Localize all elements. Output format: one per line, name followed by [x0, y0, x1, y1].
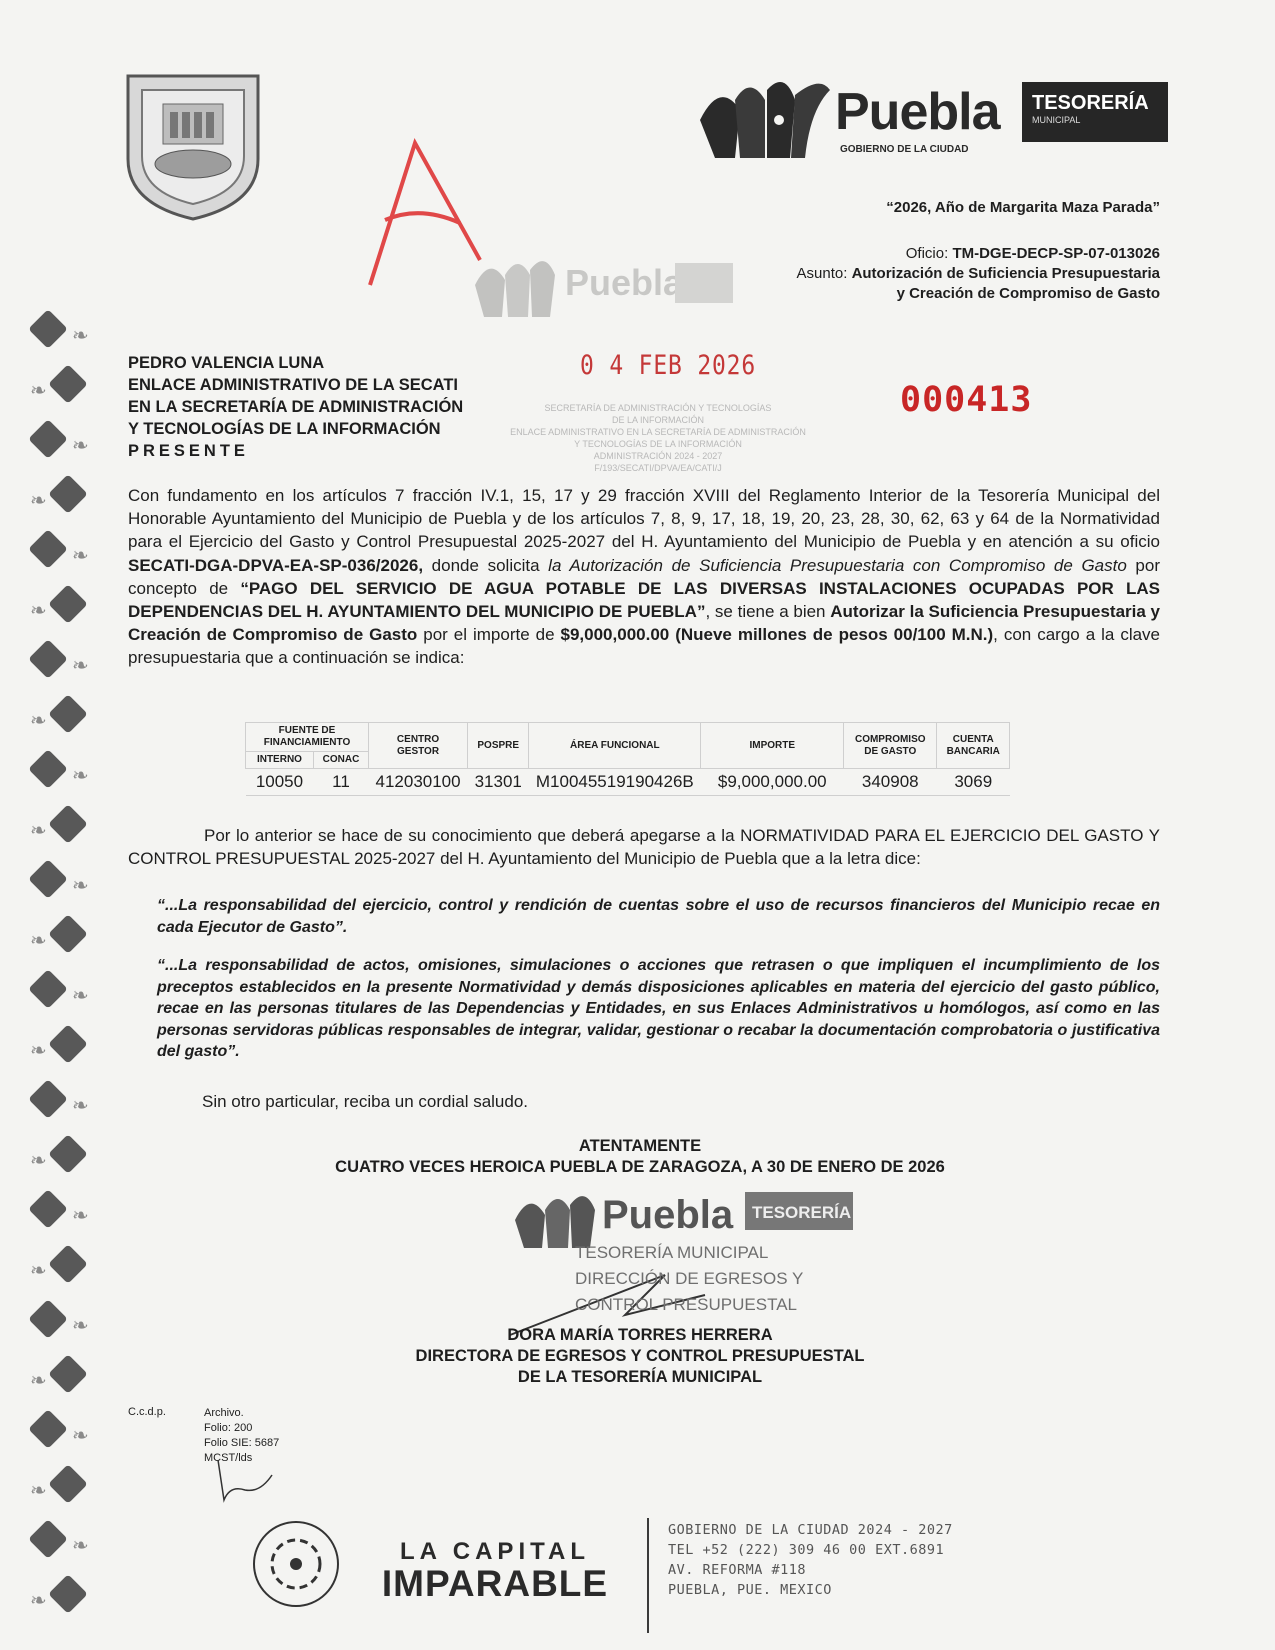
border-leaf-icon: ❧: [30, 1370, 47, 1392]
logo-dept-sub: MUNICIPAL: [1032, 115, 1081, 125]
paragraph-text: donde solicita: [423, 555, 549, 575]
table-row: [246, 769, 1010, 796]
paragraph-concept: “PAGO DEL SERVICIO DE AGUA POTABLE DE LAS DIVERSAS INSTALACIONES OCUPADAS POR LAS DEPENDENCIAS DEL H. AYUNTAMIENTO DEL MUNICIPIO DE PUEBLA”: [128, 578, 1160, 622]
border-leaf-icon: ❧: [72, 1095, 89, 1117]
paragraph-italic: la Autorización de Suficiencia Presupuestaria con Compromiso de Gasto: [548, 555, 1127, 575]
border-diamond: [28, 1409, 68, 1449]
ccdp-label: C.c.d.p.: [128, 1406, 166, 1418]
reception-stamp-line: DE LA INFORMACIÓN: [611, 415, 704, 425]
border-diamond: [28, 969, 68, 1009]
atentamente: ATENTAMENTE: [578, 1137, 702, 1155]
paragraph-text: por concepto de: [128, 555, 1161, 598]
footer-addr1: GOBIERNO DE LA CIUDAD 2024 - 2027: [668, 1522, 953, 1538]
signature-header: [260, 1136, 1020, 1178]
ccdp-item: Archivo.: [204, 1407, 244, 1419]
border-diamond: [28, 859, 68, 899]
header-centro-gestor: CENTRO GESTOR: [369, 723, 468, 769]
svg-text:Puebla: Puebla: [602, 1193, 734, 1237]
signer-name: DORA MARÍA TORRES HERRERA: [507, 1326, 773, 1344]
addressee-name: PEDRO VALENCIA LUNA: [128, 354, 325, 372]
paragraph-text: por el importe de: [417, 625, 561, 645]
seal-line3: CONTROL PRESUPUESTAL: [575, 1295, 797, 1314]
place-date: CUATRO VECES HEROICA PUEBLA DE ZARAGOZA, A 30 DE ENERO DE 2026: [335, 1158, 945, 1176]
asunto-line1: Autorización de Suficiencia Presupuestaria: [851, 265, 1160, 282]
border-leaf-icon: ❧: [72, 985, 89, 1007]
border-leaf-icon: ❧: [30, 600, 47, 622]
ccdp-item: Folio SIE: 5687: [204, 1437, 280, 1449]
addressee-line1: ENLACE ADMINISTRATIVO DE LA SECATI: [128, 376, 458, 394]
border-diamond: [48, 1134, 88, 1174]
border-diamond: [28, 1079, 68, 1119]
footer-addr2: TEL +52 (222) 309 46 00 EXT.6891: [668, 1542, 945, 1558]
paragraph-amount: $9,000,000.00 (Nueve millones de pesos 00/100 M.N.): [560, 625, 994, 645]
seal-line1: TESORERÍA MUNICIPAL: [575, 1243, 769, 1262]
border-leaf-icon: ❧: [72, 1315, 89, 1337]
folio-number-stamp: 000413: [900, 380, 1033, 420]
reception-stamp-line: Y TECNOLOGÍAS DE LA INFORMACIÓN: [574, 439, 742, 449]
border-diamond: [48, 1464, 88, 1504]
border-leaf-icon: ❧: [30, 1480, 47, 1502]
header-conac: CONAC: [313, 752, 368, 769]
paragraph-text: , con cargo a la clave presupuestaria que a continuación se indica:: [128, 625, 1161, 668]
border-diamond: [48, 694, 88, 734]
border-diamond: [28, 1189, 68, 1229]
reception-stamp-line: SECRETARÍA DE ADMINISTRACIÓN Y TECNOLOGÍAS: [544, 403, 772, 413]
cell-compromiso: 340908: [844, 769, 937, 796]
border-diamond: [48, 364, 88, 404]
border-leaf-icon: ❧: [72, 545, 89, 567]
seal-line2: DIRECCIÓN DE EGRESOS Y: [575, 1269, 804, 1288]
border-leaf-icon: ❧: [72, 1425, 89, 1447]
ornamental-border: [26, 315, 96, 1635]
footer-addr4: PUEBLA, PUE. MEXICO: [668, 1582, 832, 1598]
initials-scribble: [210, 1455, 280, 1510]
asunto-line2: y Creación de Compromiso de Gasto: [896, 285, 1160, 302]
closing-greeting: Sin otro particular, reciba un cordial saludo.: [202, 1092, 529, 1111]
border-diamond: [48, 1354, 88, 1394]
border-diamond: [28, 1299, 68, 1339]
logo-city: Puebla: [835, 83, 1000, 141]
border-diamond: [48, 1574, 88, 1614]
border-leaf-icon: ❧: [30, 930, 47, 952]
ccdp-item: MCST/lds: [204, 1452, 253, 1464]
main-paragraph: [128, 484, 1160, 670]
border-diamond: [48, 1244, 88, 1284]
logo-dept: TESORERÍA: [1032, 92, 1149, 114]
border-leaf-icon: ❧: [30, 1590, 47, 1612]
border-diamond: [28, 639, 68, 679]
border-leaf-icon: ❧: [30, 1260, 47, 1282]
footer-addr3: AV. REFORMA #118: [668, 1562, 807, 1578]
border-diamond: [28, 749, 68, 789]
budget-key-table: [245, 722, 1010, 796]
quote-2: “...La responsabilidad de actos, omisiones, simulaciones o acciones que retrasen o que impliquen el incumplimiento de los preceptos establecidos en la presente Normatividad y demás disposiciones aplicables en materia del ejercicio del gasto público, recae en las personas titulares de las Dependencias y Entidades, en sus Enlaces Administrativos u homólogos, así como en las personas servidoras públicas responsables de integrar, validar, gestionar o recabar la documentación comprobatoria o justificativa del gasto”.: [157, 957, 1160, 1060]
border-leaf-icon: ❧: [30, 1040, 47, 1062]
border-diamond: [48, 804, 88, 844]
border-leaf-icon: ❧: [30, 710, 47, 732]
reception-stamp-line: ENLACE ADMINISTRATIVO EN LA SECRETARÍA DE ADMINISTRACIÓN: [510, 427, 806, 437]
addressee-line3: Y TECNOLOGÍAS DE LA INFORMACIÓN: [128, 420, 441, 438]
received-date-stamp: 0 4 FEB 2026: [580, 350, 757, 381]
reception-stamp: [478, 402, 838, 474]
reception-stamp-line: F/193/SECATI/DPVA/EA/CATI/J: [594, 463, 722, 473]
border-leaf-icon: ❧: [72, 325, 89, 347]
border-diamond: [48, 584, 88, 624]
reception-stamp-line: ADMINISTRACIÓN 2024 - 2027: [593, 451, 723, 461]
border-diamond: [48, 474, 88, 514]
cell-importe: $9,000,000.00: [701, 769, 844, 796]
footer-address: [668, 1520, 953, 1600]
second-paragraph: Por lo anterior se hace de su conocimiento que deberá apegarse a la NORMATIVIDAD PARA EL EJERCICIO DEL GASTO Y CONTROL PRESUPUESTAL 2025-2027 del H. Ayuntamiento del Municipio de Puebla que a la letra dice:: [128, 826, 1160, 868]
watermark-logo: [470, 245, 735, 320]
border-diamond: [28, 529, 68, 569]
logo-subtitle: GOBIERNO DE LA CIUDAD: [840, 144, 969, 155]
footer-divider: [647, 1518, 649, 1633]
border-leaf-icon: ❧: [72, 765, 89, 787]
capital-slogan: [370, 1538, 620, 1602]
header-area-funcional: ÁREA FUNCIONAL: [529, 723, 701, 769]
border-leaf-icon: ❧: [30, 820, 47, 842]
border-diamond: [28, 419, 68, 459]
border-diamond: [48, 914, 88, 954]
paragraph-oficio-ref: SECATI-DGA-DPVA-EA-SP-036/2026,: [128, 555, 424, 575]
addressee-present: PRESENTE: [128, 442, 249, 460]
border-leaf-icon: ❧: [72, 655, 89, 677]
header-fuente: FUENTE DE FINANCIAMIENTO: [246, 723, 369, 752]
border-diamond: [28, 1519, 68, 1559]
signer-title1: DIRECTORA DE EGRESOS Y CONTROL PRESUPUESTAL: [415, 1347, 865, 1365]
cell-centro: 412030100: [369, 769, 468, 796]
header-pospre: POSPRE: [468, 723, 529, 769]
asunto-label: Asunto:: [796, 265, 848, 282]
border-leaf-icon: ❧: [30, 490, 47, 512]
signer-block: [260, 1325, 1020, 1388]
equality-norm-seal: [250, 1518, 342, 1610]
ccdp-item: Folio: 200: [204, 1422, 253, 1434]
border-diamond: [48, 1024, 88, 1064]
cell-cuenta: 3069: [937, 769, 1010, 796]
year-slogan: “2026, Año de Margarita Maza Parada”: [886, 199, 1160, 216]
logo-figures-icon: [695, 70, 835, 160]
border-leaf-icon: ❧: [72, 1535, 89, 1557]
oficio-number: TM-DGE-DECP-SP-07-013026: [952, 245, 1160, 262]
header-compromiso: COMPROMISO DE GASTO: [844, 723, 937, 769]
border-leaf-icon: ❧: [30, 380, 47, 402]
border-diamond: [28, 309, 68, 349]
municipal-seal: [118, 64, 268, 222]
cell-area: M10045519190426B: [529, 769, 701, 796]
border-leaf-icon: ❧: [72, 435, 89, 457]
border-leaf-icon: ❧: [72, 1205, 89, 1227]
border-leaf-icon: ❧: [72, 875, 89, 897]
capital-line2: IMPARABLE: [381, 1563, 609, 1604]
addressee-line2: EN LA SECRETARÍA DE ADMINISTRACIÓN: [128, 398, 464, 416]
paragraph-text: Con fundamento en los artículos 7 fracción IV.1, 15, 17 y 29 fracción XVIII del Reglamento Interior de la Tesorería Municipal del Honorable Ayuntamiento del Municipio de Puebla y de los artículos 7, 8, 9, 17, 18, 19, 20, 23, 28, 30, 62, 63 y 64 de la Normatividad para el Ejercicio del Gasto y Control Presupuestal 2025-2027 del H. Ayuntamiento del Municipio de Puebla y en atención a su oficio: [128, 486, 1160, 552]
paragraph-text: , se tiene a bien: [705, 602, 831, 622]
cell-conac: 11: [313, 769, 368, 796]
treasury-seal-text: [575, 1240, 825, 1318]
header-importe: IMPORTE: [701, 723, 844, 769]
signer-title2: DE LA TESORERÍA MUNICIPAL: [517, 1368, 763, 1386]
paragraph-authorization: Autorizar la Suficiencia Presupuestaria y Creación de Compromiso de Gasto: [128, 602, 1160, 645]
cell-interno: 10050: [246, 769, 314, 796]
svg-text:Puebla: Puebla: [565, 262, 684, 303]
puebla-logo: [695, 68, 1165, 168]
svg-text:TESORERÍA: TESORERÍA: [752, 1203, 852, 1222]
quote-1: “...La responsabilidad del ejercicio, control y rendición de cuentas sobre el uso de recursos financieros del Municipio recae en cada Ejecutor de Gasto”.: [157, 897, 1160, 936]
cell-pospre: 31301: [468, 769, 529, 796]
border-leaf-icon: ❧: [30, 1150, 47, 1172]
header-interno: INTERNO: [246, 752, 314, 769]
capital-line1: LA CAPITAL: [400, 1538, 590, 1565]
oficio-label: Oficio:: [905, 245, 949, 262]
header-cuenta: CUENTA BANCARIA: [937, 723, 1010, 769]
